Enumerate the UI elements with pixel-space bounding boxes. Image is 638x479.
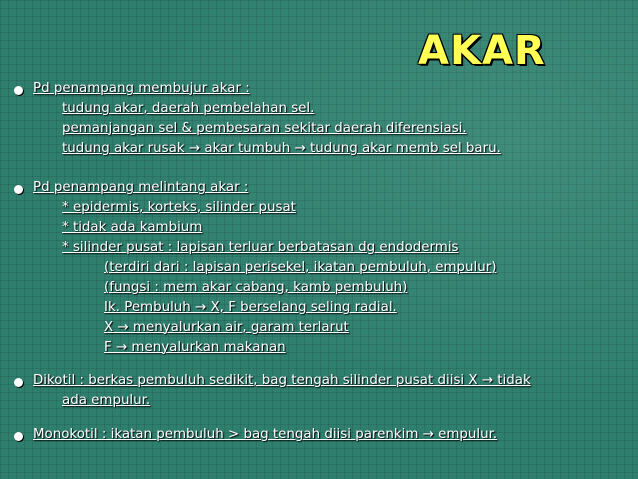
bullet-icon [14,432,23,441]
bullet-icon [14,378,23,387]
bullet-2-line-6: (fungsi : mem akar cabang, kamb pembuluh) [104,280,408,295]
bullet-icon [14,185,23,194]
bullet-2-line-1: Pd penampang melintang akar : [33,180,249,195]
bullet-2-line-8: X → menyalurkan air, garam terlarut [104,320,349,335]
bullet-2-line-4: * silinder pusat : lapisan terluar berbatasan dg endodermis [62,240,459,255]
bullet-2-line-3: * tidak ada kambium [62,220,203,235]
bullet-icon [14,86,23,95]
bullet-2-line-5: (terdiri dari : lapisan perisekel, ikatan pembuluh, empulur) [104,260,497,275]
slide-title: AKAR [418,28,546,74]
bullet-2-line-2: * epidermis, korteks, silinder pusat [62,200,296,215]
bullet-4-line-1: Monokotil : ikatan pembuluh > bag tengah diisi parenkim → empulur. [33,427,498,442]
bullet-2-line-9: F → menyalurkan makanan [104,340,286,355]
bullet-1-line-1: Pd penampang membujur akar : [33,81,250,96]
bullet-3-line-1: Dikotil : berkas pembuluh sedikit, bag tengah silinder pusat diisi X → tidak [33,373,531,388]
bullet-1-line-4: tudung akar rusak → akar tumbuh → tudung akar memb sel baru. [62,141,501,156]
bullet-2-line-7: Ik. Pembuluh → X, F berselang seling radial. [104,300,397,315]
bullet-1-line-3: pemanjangan sel & pembesaran sekitar daerah diferensiasi. [62,121,467,136]
bullet-1-line-2: tudung akar, daerah pembelahan sel. [62,101,315,116]
bullet-3-line-2: ada empulur. [62,393,151,408]
